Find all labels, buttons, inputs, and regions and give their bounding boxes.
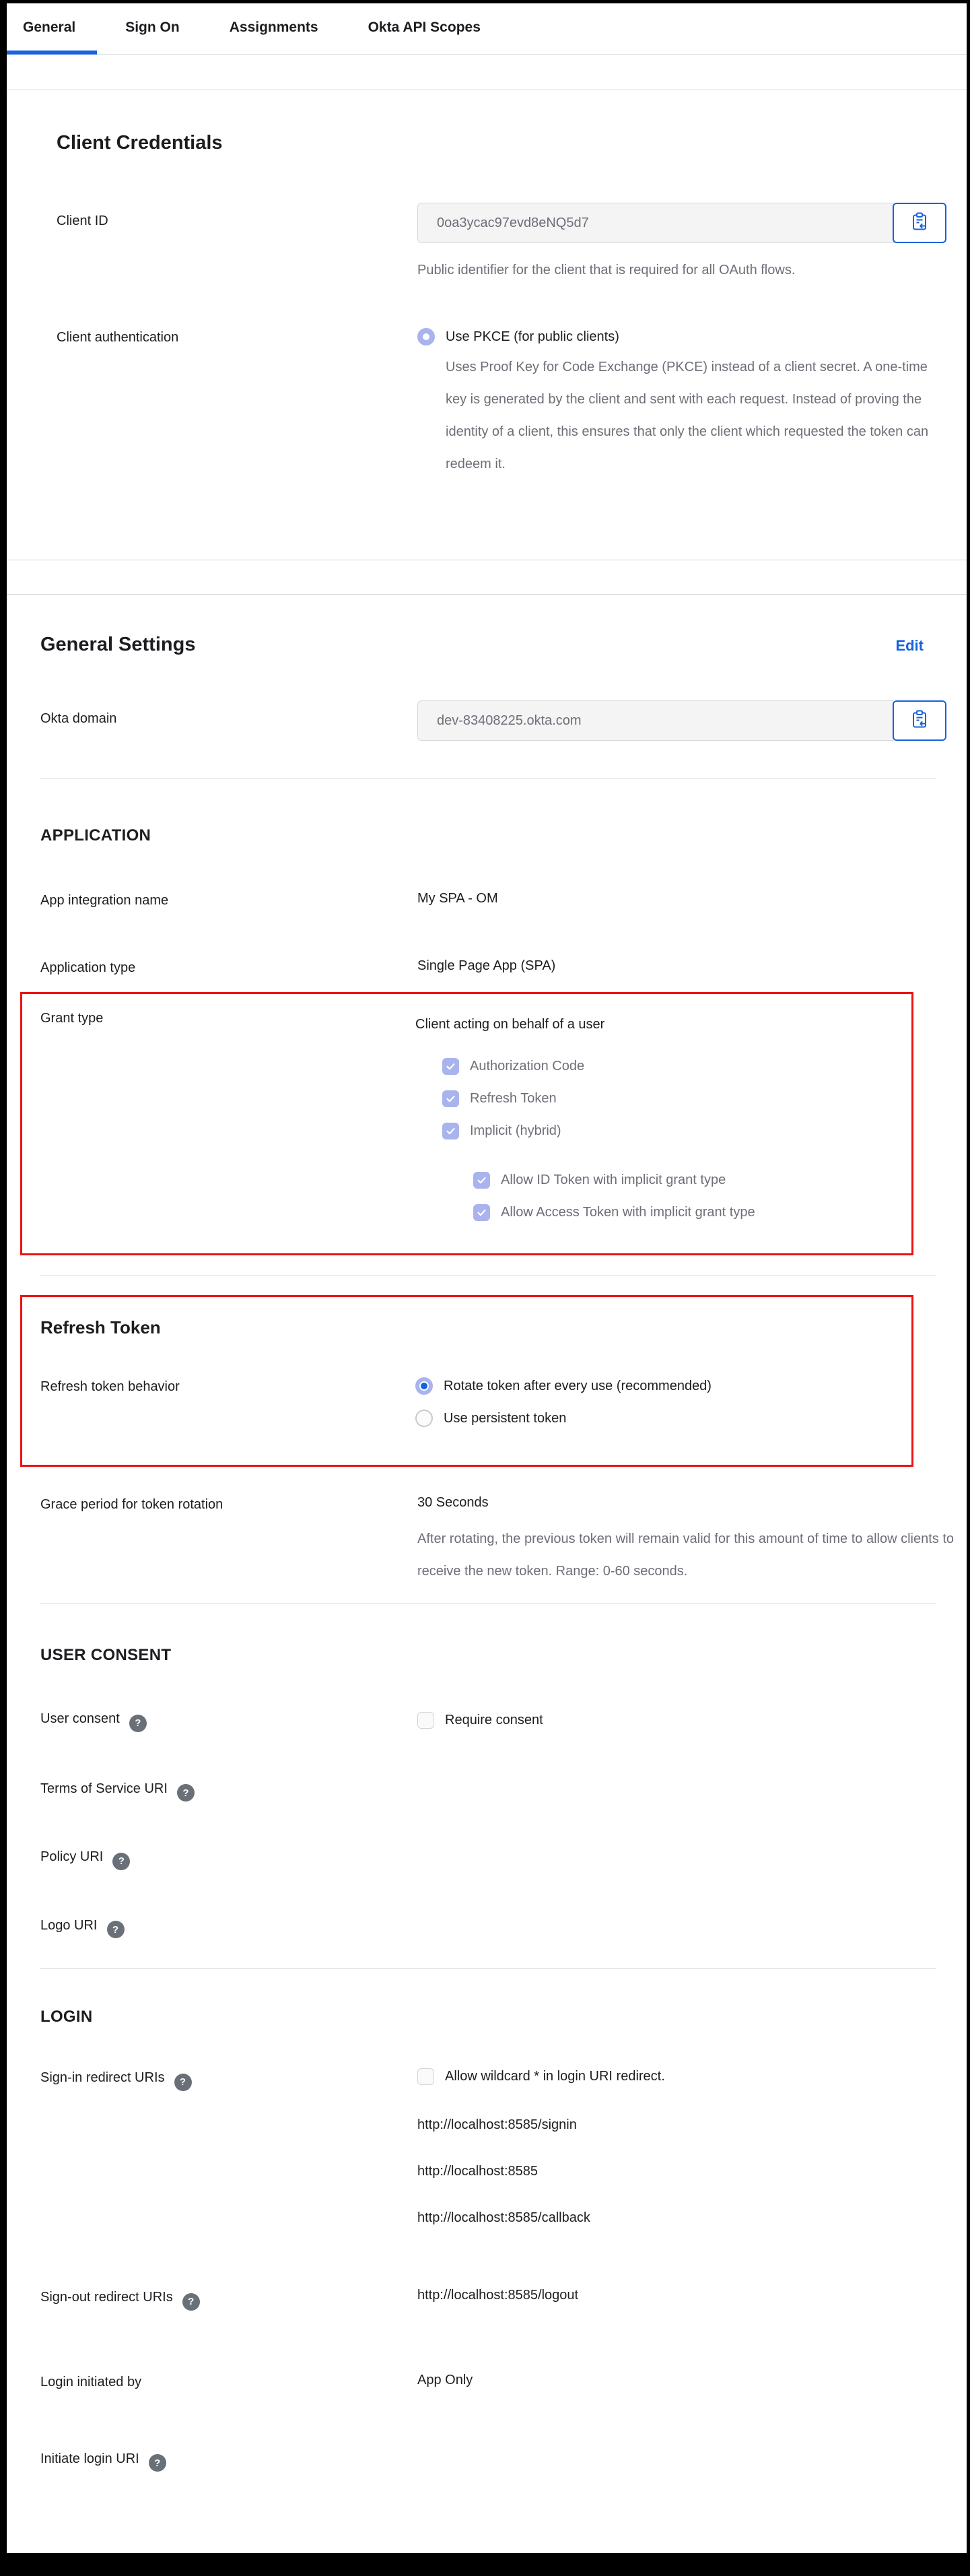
help-icon[interactable]: ? (112, 1853, 130, 1870)
sign-in-uri: http://localhost:8585/signin (417, 2117, 577, 2132)
refresh-token-behavior-options (415, 1377, 712, 1427)
pkce-radio-label: Use PKCE (for public clients) (446, 329, 619, 344)
client-credentials-card (7, 90, 967, 560)
general-settings-card (7, 594, 967, 2472)
policy-uri-label: Policy URI ? (40, 1847, 417, 1870)
refresh-token-behavior-row (40, 1377, 911, 1427)
copy-icon (911, 212, 928, 234)
check-icon (446, 1094, 456, 1104)
help-icon[interactable]: ? (182, 2293, 200, 2311)
application-type-row (40, 958, 936, 976)
client-authentication-row (57, 328, 942, 480)
sign-out-redirect-label: Sign-out redirect URIs ? (40, 2288, 417, 2311)
terms-of-service-row (40, 1779, 936, 1802)
check-icon (477, 1175, 487, 1185)
user-consent-heading: USER CONSENT (40, 1646, 172, 1664)
grace-period-value: 30 Seconds (417, 1495, 489, 1510)
wildcard-checkbox[interactable] (417, 2068, 434, 2085)
help-icon[interactable]: ? (107, 1921, 125, 1938)
rotate-token-label: Rotate token after every use (recommended) (444, 1378, 712, 1393)
user-consent-row (40, 1709, 936, 1732)
tab-general[interactable]: General (23, 20, 75, 54)
login-initiated-by-label: Login initiated by (40, 2374, 142, 2389)
check-icon (446, 1126, 456, 1136)
grant-type-checkbox-list (442, 1058, 755, 1140)
refresh-token-behavior-label: Refresh token behavior (40, 1379, 180, 1394)
logo-uri-row (40, 1916, 936, 1939)
check-icon (446, 1061, 456, 1071)
tab-okta-api-scopes[interactable]: Okta API Scopes (368, 20, 481, 35)
application-heading: APPLICATION (40, 826, 151, 845)
require-consent-checkbox[interactable] (417, 1712, 434, 1729)
sign-in-uri: http://localhost:8585 (417, 2164, 539, 2179)
grant-type-row (40, 1009, 911, 1221)
terms-of-service-label: Terms of Service URI ? (40, 1779, 417, 1802)
sign-out-uri: http://localhost:8585/logout (417, 2288, 579, 2303)
authorization-code-label: Authorization Code (470, 1059, 585, 1074)
application-type-label: Application type (40, 960, 136, 975)
initiate-login-uri-label: Initiate login URI ? (40, 2449, 417, 2472)
client-authentication-value-col (417, 328, 938, 480)
allow-id-token-checkbox[interactable] (473, 1172, 490, 1189)
okta-domain-input[interactable]: dev-83408225.okta.com (417, 700, 897, 741)
general-settings-title: General Settings (40, 634, 196, 655)
login-initiated-by-row (40, 2373, 936, 2390)
help-icon[interactable]: ? (174, 2074, 192, 2091)
persistent-token-label: Use persistent token (444, 1410, 567, 1426)
logo-uri-label: Logo URI ? (40, 1916, 417, 1939)
rotate-token-radio[interactable] (415, 1377, 433, 1395)
policy-uri-row (40, 1847, 936, 1870)
check-icon (477, 1208, 487, 1218)
tab-assignments[interactable]: Assignments (229, 20, 318, 35)
login-heading: LOGIN (40, 2008, 93, 2026)
sign-in-redirect-value-col (417, 2068, 665, 2226)
allow-id-token-label: Allow ID Token with implicit grant type (501, 1173, 726, 1187)
sign-in-uri: http://localhost:8585/callback (417, 2210, 590, 2225)
help-icon[interactable]: ? (149, 2454, 166, 2472)
checkbox-row-authorization-code (442, 1058, 755, 1075)
initiate-login-uri-row (40, 2449, 936, 2472)
client-credentials-title: Client Credentials (57, 132, 223, 154)
grace-period-label: Grace period for token rotation (40, 1497, 223, 1512)
client-id-input[interactable]: 0oa3ycac97evd8eNQ5d7 (417, 203, 897, 243)
app-integration-name-row (40, 891, 936, 909)
wildcard-label: Allow wildcard * in login URI redirect. (445, 2069, 665, 2084)
grant-type-group-label: Client acting on behalf of a user (415, 1017, 605, 1032)
okta-domain-label: Okta domain (40, 711, 117, 726)
client-id-help-text: Public identifier for the client that is required for all OAuth flows. (417, 263, 796, 277)
sign-out-redirect-row (40, 2288, 936, 2311)
refresh-token-annotation-box (20, 1295, 913, 1467)
radio-row-rotate-token (415, 1377, 712, 1395)
copy-okta-domain-button[interactable] (893, 700, 946, 741)
sign-in-redirect-row (40, 2068, 936, 2226)
authorization-code-checkbox[interactable] (442, 1058, 459, 1075)
grant-type-value-col (415, 1009, 755, 1221)
client-id-label: Client ID (57, 213, 108, 228)
application-type-value: Single Page App (SPA) (417, 958, 556, 973)
copy-icon (911, 710, 928, 732)
checkbox-row-allow-id-token (473, 1172, 755, 1189)
refresh-token-label: Refresh Token (470, 1091, 557, 1106)
client-authentication-label: Client authentication (57, 330, 179, 345)
grant-type-annotation-box (20, 992, 913, 1255)
refresh-token-checkbox[interactable] (442, 1090, 459, 1107)
tab-sign-on[interactable]: Sign On (125, 20, 180, 35)
refresh-token-heading: Refresh Token (40, 1317, 161, 1337)
help-icon[interactable]: ? (177, 1784, 195, 1802)
tab-bar (7, 3, 967, 55)
grace-period-value-col (417, 1495, 964, 1587)
implicit-hybrid-checkbox[interactable] (442, 1123, 459, 1140)
checkbox-row-implicit-hybrid (442, 1123, 755, 1140)
require-consent-label: Require consent (445, 1713, 543, 1728)
pkce-description: Uses Proof Key for Code Exchange (PKCE) instead of a client secret. A one-time key is generated by the client and sent with each request. Instead of proving the identity of a client, this ensures that only the client which requested the token can redeem it. (446, 360, 929, 471)
wildcard-option (417, 2068, 665, 2085)
user-consent-label: User consent ? (40, 1709, 417, 1732)
client-id-row (57, 203, 942, 286)
require-consent-option (417, 1709, 543, 1732)
edit-link[interactable]: Edit (895, 637, 924, 654)
allow-access-token-label: Allow Access Token with implicit grant type (501, 1205, 755, 1220)
help-icon[interactable]: ? (129, 1715, 147, 1732)
implicit-hybrid-label: Implicit (hybrid) (470, 1123, 561, 1138)
grace-period-row (40, 1495, 955, 1587)
sign-in-redirect-label: Sign-in redirect URIs ? (40, 2068, 417, 2226)
implicit-sub-checkbox-list (473, 1172, 755, 1221)
persistent-token-radio[interactable] (415, 1410, 433, 1427)
checkbox-row-refresh-token (442, 1090, 755, 1107)
login-initiated-by-value: App Only (417, 2372, 473, 2387)
grace-period-description: After rotating, the previous token will remain valid for this amount of time to allow clients to receive the new token. Range: 0-60 seconds. (417, 1531, 955, 1579)
radio-row-persistent-token (415, 1410, 712, 1427)
general-settings-header (40, 634, 936, 656)
allow-access-token-checkbox[interactable] (473, 1204, 490, 1221)
checkbox-row-allow-access-token (473, 1204, 755, 1221)
app-integration-name-value: My SPA - OM (417, 891, 498, 906)
client-id-value-col (417, 203, 946, 286)
copy-client-id-button[interactable] (893, 203, 946, 243)
okta-domain-value-col (417, 700, 946, 741)
app-integration-name-label: App integration name (40, 893, 169, 908)
grant-type-label: Grant type (40, 1011, 104, 1026)
okta-domain-row (40, 700, 936, 741)
pkce-radio[interactable] (417, 328, 435, 345)
divider (40, 1968, 936, 1969)
